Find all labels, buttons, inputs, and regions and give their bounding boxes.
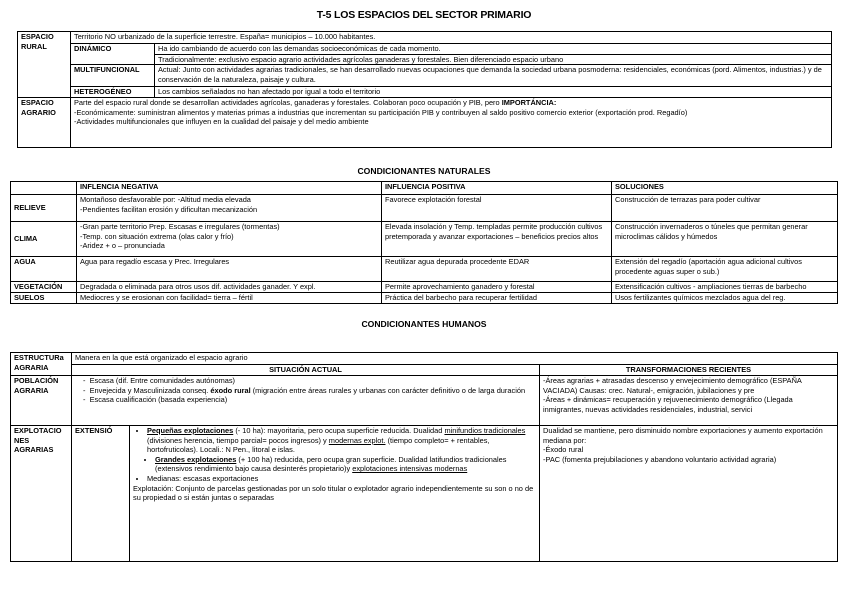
clima-neg-3: -Aridez + o – pronunciada: [80, 241, 165, 251]
relieve-pos: Favorece explotación forestal: [382, 195, 612, 222]
agua-sol: Extensión del regadío (aportación agua adicional cultivos procedente aguas super o sub.): [612, 257, 838, 282]
heterogeneo-text: Los cambios señalados no han afectado por igual a todo el territorio: [155, 87, 832, 98]
agua-neg: Agua para regadío escasa y Prec. Irregulares: [77, 257, 382, 282]
explotaciones-label-3: AGRARIAS: [14, 445, 54, 455]
agua-pos: Reutilizar agua depurada procedente EDAR: [382, 257, 612, 282]
intensivas-term: explotaciones intensivas modernas: [352, 464, 468, 474]
col-situacion-actual: SITUACIÓN ACTUAL: [72, 365, 540, 376]
agrario-line1: Parte del espacio rural donde se desarrollan actividades agrícolas, ganaderas y forestales. Colaboran poco ocupación y PIB, pero: [74, 98, 500, 108]
clima-sol: Construcción invernaderos o túneles que permitan generar microclimas cálidos y húmedos: [612, 222, 838, 257]
multifuncional-text: Actual: Junto con actividades agrarias tradicionales, se han desarrollado nuevas ocupaciones que demanda la sociedad urbana posmoderna: residenciales, económicas (pord. Alimentos, industrias.) y de conservación de la naturaleza, paisaje y cultura.: [155, 65, 832, 87]
suelos-neg: Mediocres y se erosionan con facilidad= tierra – fértil: [77, 293, 382, 304]
poblacion-item: - Escasa cualificación (basada experiencia): [83, 395, 228, 405]
poblacion-trans-2: -Áreas + dinámicas= recuperación y rejuvenecimiento demográfico (Llegada inmigrantes, nuevas actividades residenciales, industrial, servici: [543, 395, 793, 414]
explotaciones-label-2: NES: [14, 435, 30, 445]
poblacion-trans: [540, 376, 838, 426]
page-title: T-5 LOS ESPACIOS DEL SECTOR PRIMARIO: [316, 9, 532, 21]
poblacion-item: - Escasa (dif. Entre comunidades autónomas): [83, 376, 236, 385]
dinamico-line2: Tradicionalmente: exclusivo espacio agrario actividades agrícolas ganaderas y forestales. Bien diferenciado espacio urbano: [155, 54, 832, 65]
explotaciones-label-1: EXPLOTACIO: [14, 426, 62, 435]
table-row: [11, 195, 838, 222]
exodo-rural-term: éxodo rural: [210, 385, 251, 395]
grandes-term: Grandes explotaciones: [155, 454, 237, 464]
poblacion-label: POBLACIÓN AGRARIA: [11, 376, 72, 426]
poblacion-trans-1: -Áreas agrarias + atrasadas descenso y envejecimiento demográfico (ESPAÑA VACIADA) Causas: crec. Natural-, emigración, jubilaciones y pre: [543, 376, 802, 395]
poblacion-item-3: Escasa cualificación (basada experiencia): [89, 395, 228, 405]
explotacion-definition: Explotación: Conjunto de parcelas gestionadas por un solo titular o explotador agrario independientemente su son o no de su propiedad o si están juntas o separadas: [133, 483, 534, 503]
poblacion-item: - Envejecida y Masculinizada conseq. éxodo rural (migración entre áreas rurales y urbanas con carácter definitivo o de larga duración: [83, 385, 526, 395]
espacio-agrario-text: [71, 98, 832, 148]
relieve-neg: [77, 195, 382, 222]
espacio-rural-def: Territorio NO urbanizado de la superficie terrestre. España= municipios – 10.000 habitantes.: [71, 32, 832, 44]
agrario-line3: -Actividades multifuncionales que influyen en la cualidad del paisaje y del medio ambiente: [74, 117, 369, 127]
poblacion-item-2-pre: Envejecida y Masculinizada conseq.: [89, 385, 209, 395]
dinamico-line1: Ha ido cambiando de acuerdo con las demandas socioeconómicas de cada momento.: [155, 44, 832, 55]
poblacion-item-2-post: (migración entre áreas rurales y urbanas con carácter definitivo o de larga duración: [252, 385, 526, 395]
header-negativa: INFLENCIA NEGATIVA: [77, 182, 382, 195]
grandes-text: (+ 100 ha) reducida, pero ocupa gran superficie. Dualidad latifundios tradicionales (extensivos rendimiento bajo causa desinterés propietario)y: [155, 454, 507, 474]
condicionantes-naturales-title: CONDICIONANTES NATURALES: [357, 166, 491, 176]
explotaciones-actual: [130, 426, 540, 562]
multifuncional-label: MULTIFUNCIONAL: [71, 65, 155, 87]
explotaciones-trans-3: -PAC (fomenta prejubilaciones y abandono voluntario actividad agraria): [543, 454, 777, 464]
list-item: [147, 474, 536, 484]
explotaciones-trans: [540, 426, 838, 562]
espacio-table: [17, 31, 832, 148]
modernas-term: modernas explot.: [328, 435, 386, 445]
pequenas-text-3: (tiempo completo= + rentables, hortofruticolas). Locali.: N Pen., litoral e islas.: [147, 435, 490, 455]
row-label-clima: CLIMA: [11, 222, 77, 257]
header-soluciones: SOLUCIONES: [612, 182, 838, 195]
explotaciones-trans-2: -Éxodo rural: [543, 445, 584, 455]
suelos-sol: Usos fertilizantes químicos mezclados agua del reg.: [612, 293, 838, 304]
row-label-agua: AGUA: [11, 257, 77, 282]
list-item: [147, 426, 536, 455]
vegetacion-sol: Extensificación cultivos - ampliaciones tierras de barbecho: [612, 282, 838, 293]
pequenas-text-2: (divisiones herencia, tiempo parcial= pocos ingresos) y: [147, 435, 327, 445]
clima-neg: [77, 222, 382, 257]
row-label-suelos: SUELOS: [11, 293, 77, 304]
vegetacion-neg: Degradada o eliminada para otros usos dif. actividades ganader. Y expl.: [77, 282, 382, 293]
humanos-table: [10, 352, 838, 562]
table-row: [11, 257, 838, 282]
medianas-text: Medianas: escasas exportaciones: [147, 473, 259, 483]
poblacion-item-1: Escasa (dif. Entre comunidades autónomas): [89, 376, 236, 385]
relieve-neg-1: Montañoso desfavorable por: -Altitud media elevada: [80, 195, 251, 204]
clima-neg-2: -Temp. con situación extrema (olas calor y frío): [80, 231, 234, 241]
naturales-table: [10, 181, 838, 304]
relieve-sol: Construcción de terrazas para poder cultivar: [612, 195, 838, 222]
espacio-agrario-label: ESPACIO AGRARIO: [18, 98, 71, 148]
col-transformaciones: TRANSFORMACIONES RECIENTES: [540, 365, 838, 376]
estructura-def: Manera en la que está organizado el espacio agrario: [72, 353, 838, 365]
table-row: [11, 293, 838, 304]
heterogeneo-label: HETEROGÉNEO: [71, 87, 155, 98]
estructura-label: ESTRUCTURa AGRARIA: [11, 353, 72, 376]
list-item: [155, 455, 536, 474]
row-label-vegetacion: VEGETACIÓN: [11, 282, 77, 293]
dinamico-label: DINÁMICO: [71, 44, 155, 65]
vegetacion-pos: Permite aprovechamiento ganadero y forestal: [382, 282, 612, 293]
extension-label: EXTENSIÓ: [72, 426, 130, 562]
agrario-line2: -Económicamente: suministran alimentos y materias primas a industrias que incrementan su participación PIB y contribuyen al saldo positivo comercio exterior (exportación prod. Regadío): [74, 107, 688, 117]
poblacion-actual: [72, 376, 540, 426]
suelos-pos: Práctica del barbecho para recuperar fertilidad: [382, 293, 612, 304]
table-row: [11, 222, 838, 257]
pequenas-text: (- 10 ha): mayoritaria, pero ocupa superficie reducida. Dualidad: [235, 426, 443, 435]
explotaciones-label: [11, 426, 72, 562]
relieve-neg-2: -Pendientes facilitan erosión y dificultan mecanización: [80, 204, 258, 214]
importancia-label: IMPORTÁNCIA:: [501, 98, 557, 108]
table-row: [11, 282, 838, 293]
clima-neg-1: -Gran parte territorio Prep. Escasas e irregulares (tormentas): [80, 222, 280, 231]
condicionantes-humanos-title: CONDICIONANTES HUMANOS: [361, 319, 487, 329]
explotaciones-trans-1: Dualidad se mantiene, pero disminuido nombre exportaciones y aumento exportación mediana por:: [543, 426, 823, 445]
minifundios-term: minifundios tradicionales: [444, 426, 526, 435]
row-label-relieve: RELIEVE: [11, 195, 77, 222]
clima-pos: Elevada insolación y Temp. templadas permite producción cultivos pretemporada y avanzar exportaciones – beneficios precios altos: [382, 222, 612, 257]
header-positiva: INFLUENCIA POSITIVA: [382, 182, 612, 195]
espacio-rural-label: ESPACIO RURAL: [18, 32, 71, 98]
pequenas-term: Pequeñas explotaciones: [147, 426, 234, 435]
